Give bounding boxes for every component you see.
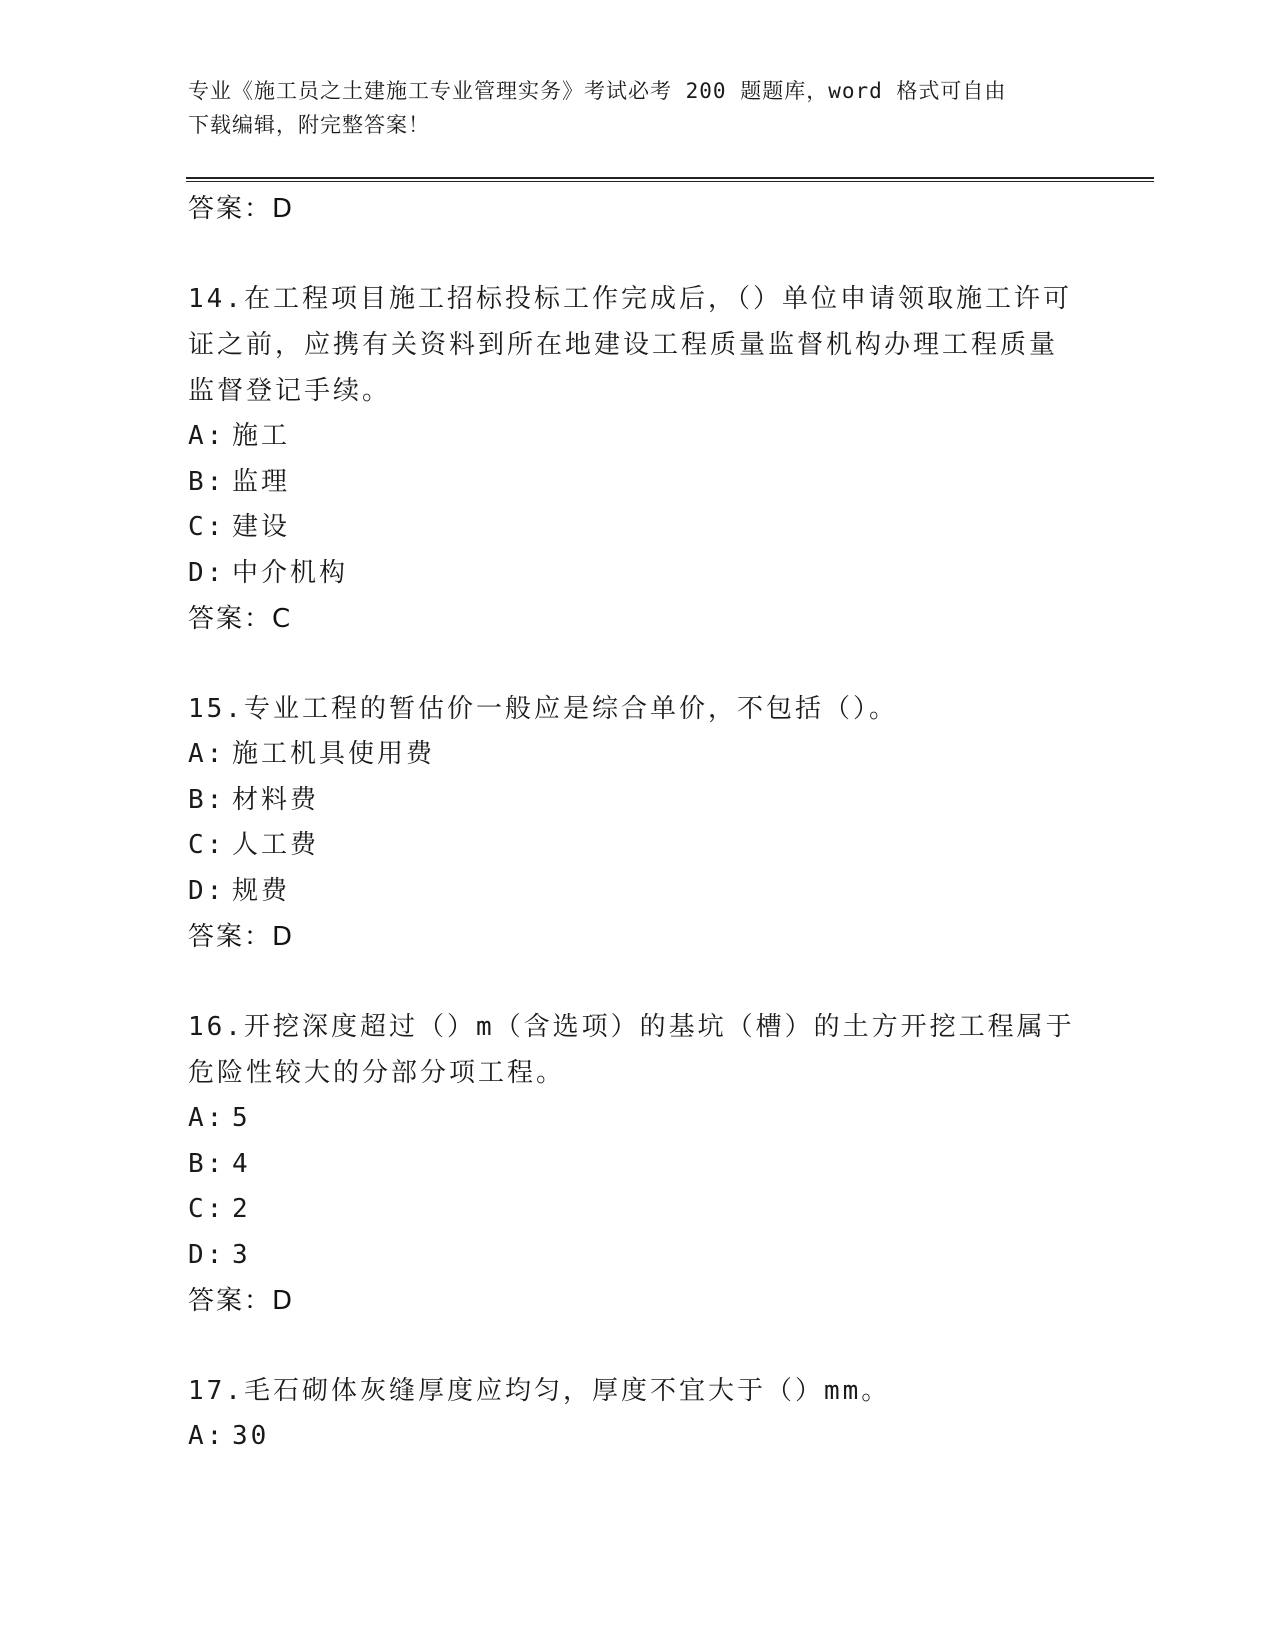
question-text-line: 14.在工程项目施工招标投标工作完成后，（）单位申请领取施工许可	[188, 284, 1072, 314]
question-spacer	[188, 232, 1088, 276]
question-16	[188, 1004, 1088, 1324]
option-key: C:	[188, 512, 226, 542]
option-d	[188, 551, 1088, 597]
page-header	[188, 74, 1068, 142]
question-list	[188, 186, 1088, 1460]
question-text-line: 监督登记手续。	[188, 376, 392, 406]
option-text: 施工机具使用费	[232, 739, 436, 769]
option-c	[188, 823, 1088, 869]
question-spacer	[188, 960, 1088, 1004]
question-text-line: 15.专业工程的暂估价一般应是综合单价，不包括（）。	[188, 694, 898, 724]
option-a	[188, 414, 1088, 460]
option-key: A:	[188, 1103, 226, 1133]
option-key: A:	[188, 739, 226, 769]
question-14	[188, 276, 1088, 642]
option-c	[188, 505, 1088, 551]
option-key: A:	[188, 1421, 226, 1451]
option-text: 人工费	[232, 830, 320, 860]
header-line-2: 下载编辑，附完整答案！	[188, 113, 430, 137]
answer-line: 答案：D	[188, 1286, 295, 1316]
option-key: B:	[188, 1148, 226, 1179]
answer-line: 答案：D	[188, 922, 295, 952]
header-divider	[186, 177, 1154, 182]
question-spacer	[188, 642, 1088, 686]
option-key: D:	[188, 557, 226, 588]
option-d	[188, 1233, 1088, 1279]
option-text: 建设	[232, 512, 291, 542]
option-text: 30	[232, 1421, 270, 1451]
question-spacer	[188, 1324, 1088, 1368]
option-d	[188, 869, 1088, 915]
question-text-line: 16.开挖深度超过（）m（含选项）的基坑（槽）的土方开挖工程属于	[188, 1012, 1075, 1042]
question-15	[188, 686, 1088, 960]
option-c	[188, 1187, 1088, 1233]
option-text: 规费	[232, 875, 291, 906]
option-a	[188, 1096, 1088, 1142]
option-a	[188, 1414, 1088, 1460]
question-text-line: 危险性较大的分部分项工程。	[188, 1058, 566, 1088]
answer-line: 答案：D	[188, 194, 295, 224]
option-key: B:	[188, 784, 226, 815]
option-text: 2	[232, 1194, 251, 1224]
question-text-line: 17.毛石砌体灰缝厚度应均匀，厚度不宜大于（）mm。	[188, 1376, 891, 1406]
option-key: C:	[188, 830, 226, 860]
question-text-line: 证之前，应携有关资料到所在地建设工程质量监督机构办理工程质量	[188, 330, 1059, 360]
option-a	[188, 732, 1088, 778]
option-text: 4	[232, 1148, 251, 1179]
question-17	[188, 1368, 1088, 1460]
option-text: 5	[232, 1103, 251, 1133]
option-text: 3	[232, 1239, 251, 1270]
option-b	[188, 778, 1088, 824]
option-key: D:	[188, 875, 226, 906]
option-key: A:	[188, 421, 226, 451]
option-key: D:	[188, 1239, 226, 1270]
option-key: C:	[188, 1194, 226, 1224]
option-text: 施工	[232, 421, 291, 451]
option-text: 材料费	[232, 784, 320, 815]
option-key: B:	[188, 466, 226, 497]
option-b	[188, 460, 1088, 506]
header-line-1: 专业《施工员之土建施工专业管理实务》考试必考 200 题题库，word 格式可自由	[188, 79, 1007, 103]
option-b	[188, 1142, 1088, 1188]
option-text: 中介机构	[232, 557, 349, 588]
option-text: 监理	[232, 466, 291, 497]
answer-line: 答案：C	[188, 604, 293, 634]
